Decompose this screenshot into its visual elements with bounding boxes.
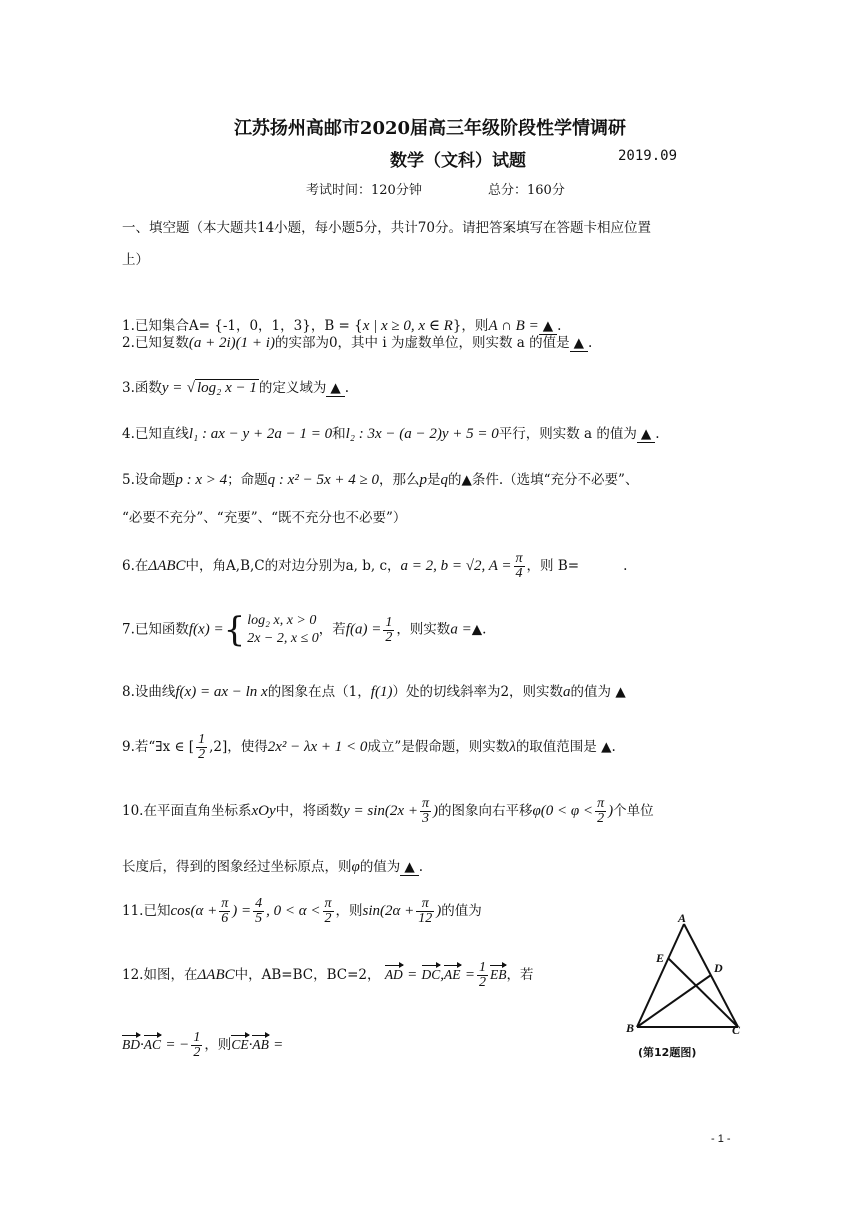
question-9: 9.若“∃x ∈ [ $\frac{1}{2}$ ,2]，使得2x² − λx + 1 < 0成立”是假命题，则实数λ的取值范围是 ▲. — [122, 732, 616, 762]
question-11: 11.已知cos(α + $\frac{\pi}{6}$ ) = $\frac{4}{5}$ , 0 < α < $\frac{\pi}{2}$ ，则sin(2α + $\frac{\pi}{12}$ )的值为 — [122, 896, 482, 926]
segment-ce — [668, 958, 738, 1027]
document-subtitle: 数学（文科）试题 — [390, 151, 526, 171]
answer-blank: ▲ — [637, 426, 655, 443]
question-10-cont: 长度后，得到的图象经过坐标原点，则φ的值为 ▲ . — [122, 859, 423, 875]
question-7: 7.已知函数f(x) ={ log₂ x, x > 0 2x − 2, x ≤ 0 ，若f(a) = $\frac{1}{2}$ ，则实数a =▲. — [122, 610, 487, 650]
page-number: - 1 - — [711, 1133, 731, 1145]
exam-time: 考试时间：120分钟 — [306, 183, 422, 198]
label-c: C — [732, 1023, 741, 1037]
triangle-figure — [620, 912, 770, 1066]
question-12-cont: BD·AC = − $\frac{1}{2}$ ，则CE·AB = — [122, 1030, 284, 1060]
question-5: 5.设命题p : x > 4；命题q : x² − 5x + 4 ≥ 0，那么p是q的▲条件.（选填“充分不必要”、 — [122, 472, 639, 488]
question-5-cont: “必要不充分”、“充要”、“既不充分也不必要”） — [122, 510, 407, 526]
answer-blank: ▲ — [326, 380, 344, 397]
question-6: 6.在ΔABC中，角A,B,C的对边分别为a, b, c，a = 2, b = √2, A = $\frac{\pi}{4}$ ，则 B= . — [122, 551, 628, 581]
answer-blank: ▲ — [601, 739, 612, 755]
section-heading: 一、填空题（本大题共14小题，每小题5分，共计70分。请把答案填写在答题卡相应位置 — [122, 220, 651, 236]
triangle-diagram — [620, 912, 770, 1062]
question-2: 2.已知复数(a + 2i)(1 + i)的实部为0，其中 i 为虚数单位，则实数 a 的值是 ▲ . — [122, 335, 593, 351]
figure-caption: (第12题图) — [638, 1046, 697, 1059]
answer-blank: ▲ — [615, 684, 626, 700]
question-12: 12.如图，在ΔABC中，AB=BC，BC=2， AD = DC,AE = $\frac{1}{2}$ EB，若 — [122, 960, 534, 990]
question-3: 3.函数y = √ log₂ x − 1 的定义域为 ▲ . — [122, 380, 350, 396]
answer-blank: ▲ — [570, 335, 588, 352]
answer-blank: ▲ — [400, 859, 418, 876]
answer-blank: ▲ — [471, 621, 483, 638]
document-title: 江苏扬州高邮市2020届高三年级阶段性学情调研 — [233, 118, 627, 139]
label-d: D — [714, 961, 723, 975]
label-e: E — [656, 951, 665, 965]
answer-blank: ▲ — [539, 318, 557, 335]
question-4: 4.已知直线l₁ : ax − y + 2a − 1 = 0和l₂ : 3x − (a − 2)y + 5 = 0平行，则实数 a 的值为 ▲ . — [122, 426, 660, 442]
total-score: 总分：160分 — [488, 183, 565, 198]
label-a: A — [678, 912, 687, 925]
document-date: 2019.09 — [618, 148, 678, 164]
question-8: 8.设曲线f(x) = ax − ln x的图象在点（1，f(1)）处的切线斜率为2，则实数a的值为 ▲ — [122, 684, 626, 700]
question-10: 10.在平面直角坐标系xOy中，将函数y = sin(2x + $\frac{\pi}{3}$ )的图象向右平移φ(0 < φ < $\frac{\pi}{2}$ )个单位 — [122, 796, 654, 826]
label-b: B — [626, 1021, 635, 1035]
question-1: 1.已知集合A= {-1，0，1，3}，B = {x | x ≥ 0, x ∈ R}，则A ∩ B = ▲ . — [122, 318, 562, 334]
section-heading-cont: 上） — [122, 252, 149, 268]
